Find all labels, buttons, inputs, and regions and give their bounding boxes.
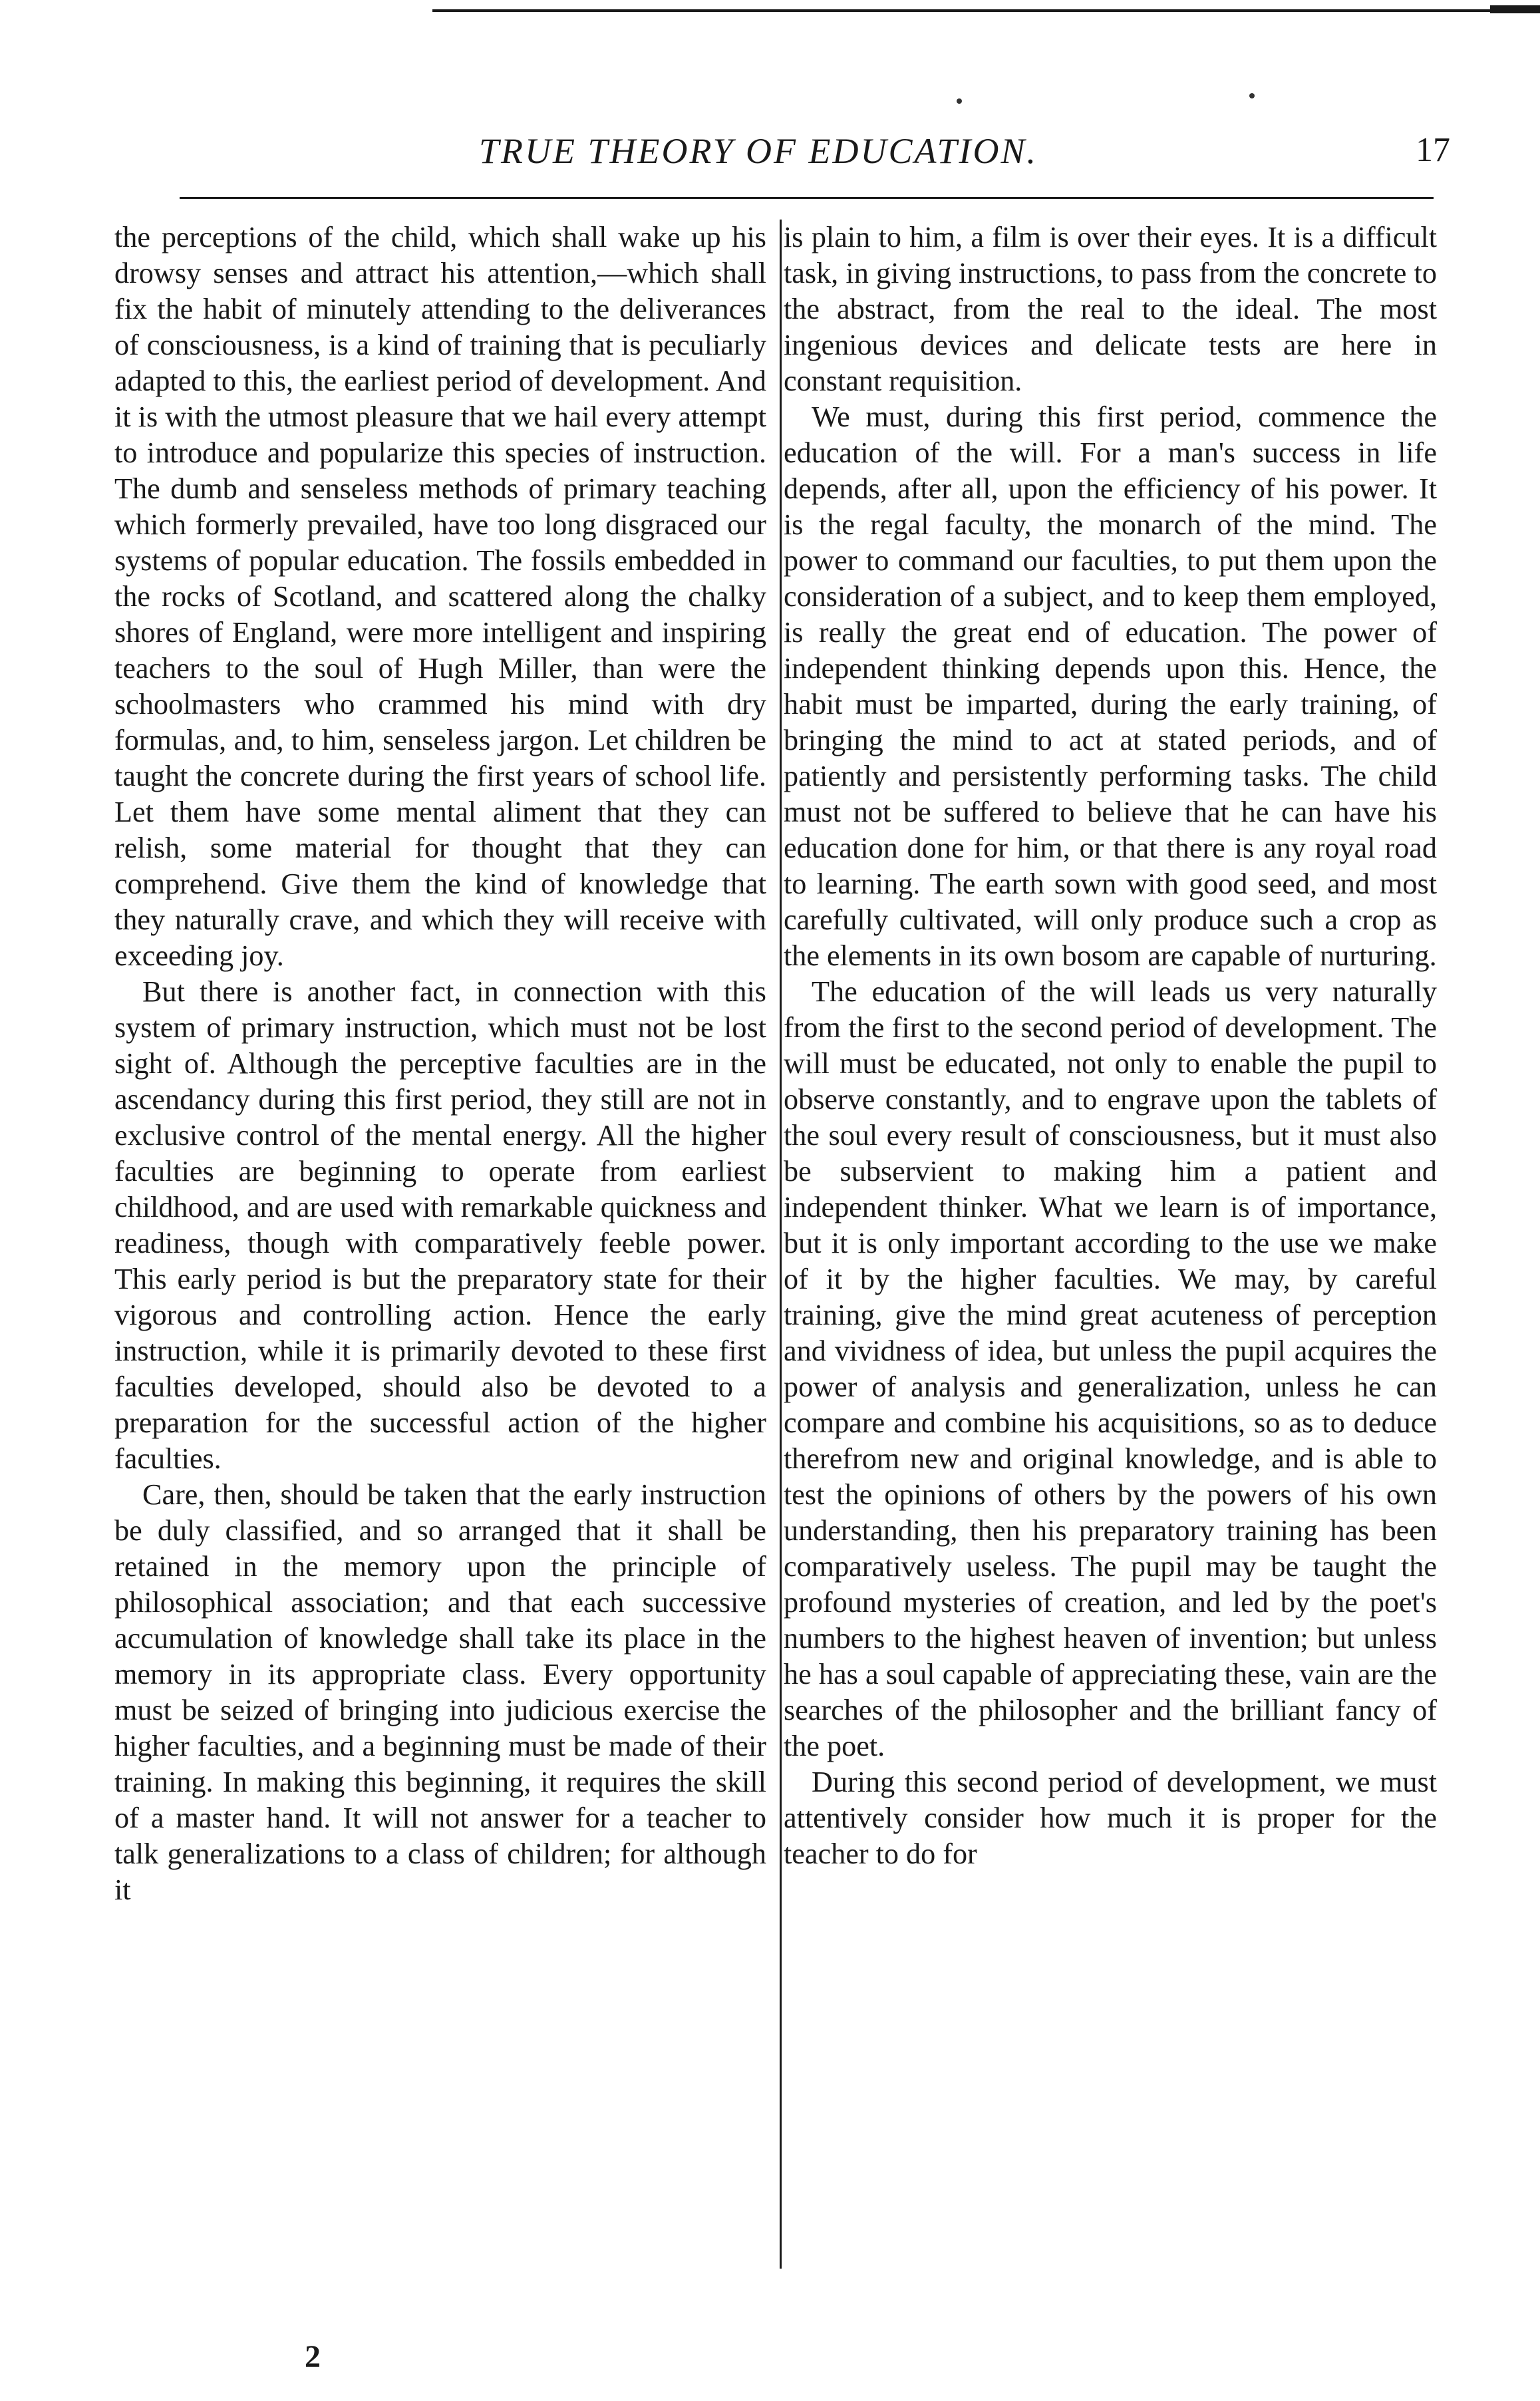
left-column	[114, 220, 766, 1908]
page-number: 17	[1416, 131, 1450, 169]
column-divider	[780, 220, 782, 2269]
paragraph: The education of the will leads us very naturally from the first to the second period of development. The will must be educated, not only to enable the pupil to observe constantly, and to engrave upon the tablets of the soul every result of consciousness, but it must also be subservient to making him a patient and independent thinker. What we learn is of importance, but it is only important according to the use we make of it by the higher faculties. We may, by careful training, give the mind great acuteness of perception and vividness of idea, but unless the pupil acquires the power of analysis and generalization, unless he can compare and combine his acquisitions, so as to deduce therefrom new and original knowledge, and is able to test the opinions of others by the powers of his own understanding, then his preparatory training has been comparatively useless. The pupil may be taught the profound mysteries of creation, and led by the poet's numbers to the highest heaven of invention; but unless he has a soul capable of appreciating these, vain are the searches of the philosopher and the brilliant fancy of the poet.	[784, 975, 1437, 1762]
right-column	[784, 220, 1437, 1872]
running-title: TRUE THEORY OF EDUCATION.	[479, 131, 1038, 171]
paragraph: We must, during this first period, commence the education of the will. For a man's success in life depends, after all, upon the efficiency of his power. It is the regal faculty, the monarch of the mind. The power to command our faculties, to put them upon the consideration of a subject, and to keep them employed, is really the great end of education. The power of independent thinking depends upon this. Hence, the habit must be imparted, during the early training, of bringing the mind to act at stated periods, and of patiently and persistently performing tasks. The child must not be suffered to believe that he can have his education done for him, or that there is any royal road to learning. The earth sown with good seed, and most carefully cultivated, will only produce such a crop as the elements in its own bosom are capable of nurturing.	[784, 400, 1437, 972]
paragraph: the perceptions of the child, which shall wake up his drowsy senses and attract his attention,—which shall fix the habit of minutely attending to the deliverances of consciousness, is a kind of training that is peculiarly adapted to this, the earliest period of development. And it is with the utmost pleasure that we hail every attempt to introduce and popularize this species of instruction. The dumb and senseless methods of primary teaching which formerly prevailed, have too long disgraced our systems of popular education. The fossils embedded in the rocks of Scotland, and scattered along the chalky shores of England, were more intelligent and inspiring teachers to the soul of Hugh Miller, than were the schoolmasters who crammed his mind with dry formulas, and, to him, senseless jargon. Let children be taught the concrete during the first years of school life. Let them have some mental aliment that they can relish, some material for thought that they can comprehend. Give them the kind of knowledge that they naturally crave, and which they will receive with exceeding joy.	[114, 221, 766, 972]
top-rule	[432, 9, 1540, 12]
paragraph: Care, then, should be taken that the early instruction be duly classified, and so arranged that it shall be retained in the memory upon the principle of philosophical association; and that each successive accumulation of knowledge shall take its place in the memory in its appropriate class. Every opportunity must be seized of bringing into judicious exercise the higher faculties, and a beginning must be made of their training. In making this beginning, it requires the skill of a master hand. It will not answer for a teacher to talk generalizations to a class of children; for although it	[114, 1478, 766, 1906]
paragraph: is plain to him, a film is over their eyes. It is a difficult task, in giving instructions, to pass from the concrete to the abstract, from the real to the ideal. The most ingenious devices and delicate tests are here in constant requisition.	[784, 221, 1437, 397]
paragraph: But there is another fact, in connection with this system of primary instruction, which must not be lost sight of. Although the perceptive faculties are in the ascendancy during this first period, they still are not in exclusive control of the mental energy. All the higher faculties are beginning to operate from earliest childhood, and are used with remarkable quickness and readiness, though with comparatively feeble power. This early period is but the preparatory state for their vigorous and controlling action. Hence the early instruction, while it is primarily devoted to these first faculties developed, should also be devoted to a preparation for the successful action of the higher faculties.	[114, 975, 766, 1475]
paragraph: During this second period of development, we must attentively consider how much it is proper for the teacher to do for	[784, 1766, 1437, 1870]
header-rule	[180, 197, 1434, 199]
print-speck	[957, 98, 962, 104]
print-speck	[1249, 93, 1255, 98]
signature-mark: 2	[305, 2339, 321, 2374]
top-rule-corner	[1490, 5, 1540, 13]
page-header	[113, 130, 1450, 177]
